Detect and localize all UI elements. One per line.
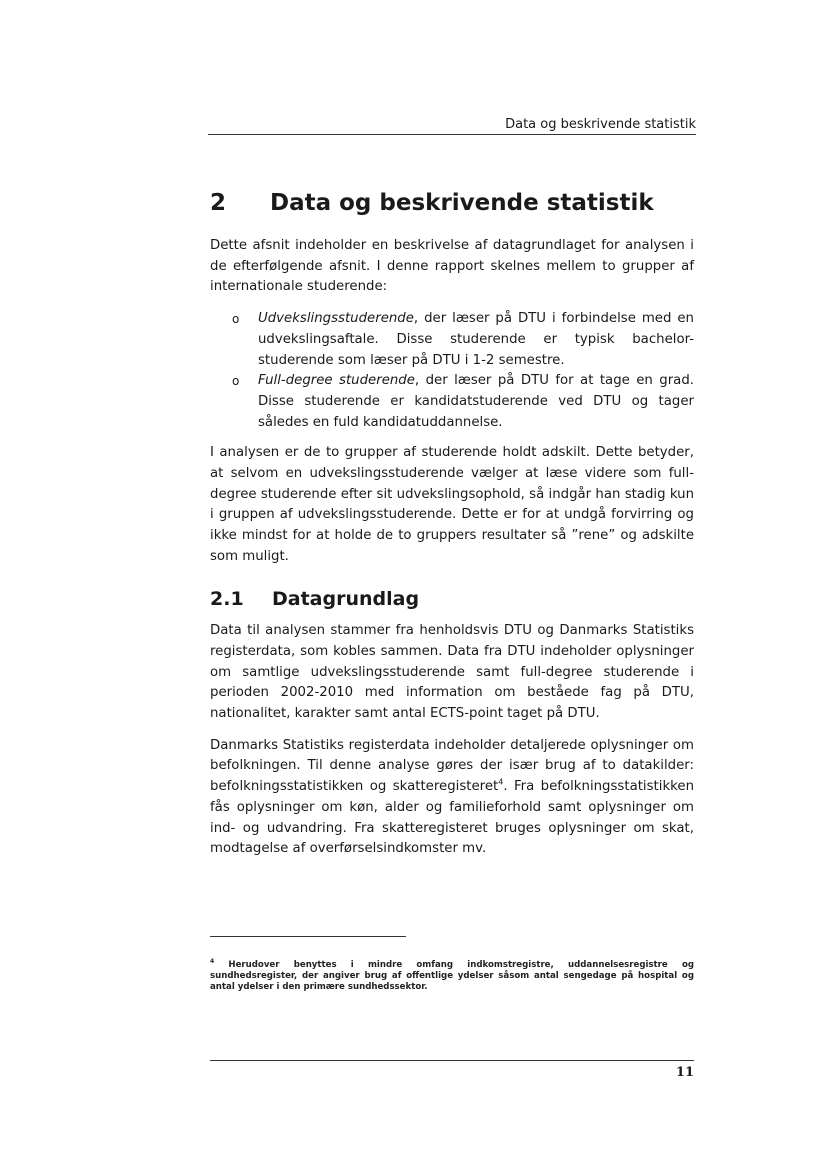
list-item-text: , der læser på DTU i forbindelse med en udvekslingsaftale. Disse studerende er typisk bachelor-studerende som læser på DTU i 1-2 semestre. — [258, 311, 694, 368]
section-title-text: Datagrundlag — [272, 587, 420, 610]
list-item-term: Udvekslingsstuderende — [258, 311, 414, 327]
registry-text-start: Danmarks Statistiks registerdata indeholder detaljerede oplysninger om befolkningen. Til denne analyse gøres der især brug af to datakilder: befolkningsstatistikken og skatteregisteret — [210, 737, 694, 795]
footnote-marker: 4 — [210, 958, 215, 966]
section-title — [210, 589, 694, 610]
list-item — [232, 371, 694, 433]
student-group-list — [210, 309, 694, 433]
footnote-reference[interactable]: 4 — [498, 777, 504, 787]
running-header-title: Data og beskrivende statistik — [505, 117, 696, 132]
registry-paragraph — [210, 736, 694, 860]
chapter-title — [210, 190, 696, 216]
list-item — [232, 309, 694, 371]
page-number: 11 — [675, 1065, 694, 1080]
running-header — [208, 117, 696, 135]
footer-divider — [210, 1060, 694, 1061]
chapter-title-text: Data og beskrivende statistik — [270, 190, 654, 216]
section-number: 2.1 — [210, 587, 244, 610]
footnote-text: Herudover benyttes i mindre omfang indkomstregistre, uddannelsesregistre og sundhedsregister, der angiver brug af offentlige ydelser såsom antal sengedage på hospital og antal ydelser i den primære sundhedssektor. — [210, 960, 694, 992]
intro-paragraph: Dette afsnit indeholder en beskrivelse af datagrundlaget for analysen i de efterfølgende afsnit. I denne rapport skelnes mellem to grupper af internationale studerende: — [210, 238, 694, 295]
data-source-paragraph: Data til analysen stammer fra henholdsvis DTU og Danmarks Statistiks registerdata, som kobles sammen. Data fra DTU indeholder oplysninger om samtlige udvekslingsstuderende samt full-degree studerende i perioden 2002-2010 med information om beståede fag på DTU, nationalitet, karakter samt antal ECTS-point taget på DTU. — [210, 623, 694, 722]
list-item-text: , der læser på DTU for at tage en grad. Disse studerende er kandidatstuderende ved DTU og tager således en fuld kandidatuddannelse. — [258, 373, 694, 430]
bullet-circle-icon: o — [232, 374, 240, 389]
groups-paragraph: I analysen er de to grupper af studerende holdt adskilt. Dette betyder, at selvom en udvekslingsstuderende vælger at læse videre som full-degree studerende efter sit udvekslingsophold, så indgår han stadig kun i gruppen af udvekslingsstuderende. Dette er for at undgå forvirring og ikke mindst for at holde de to gruppers resultater så ”rene” og adskilte som muligt. — [210, 445, 694, 564]
page-body — [210, 236, 694, 871]
footnote-divider — [210, 936, 406, 937]
registry-text-end: . Fra befolkningsstatistikken fås oplysninger om køn, alder og familieforhold samt oplysninger om ind- og udvandring. Fra skatteregisteret bruges oplysninger om skat, modtagelse af overførselsindkomster mv. — [210, 779, 694, 857]
list-item-term: Full-degree studerende — [258, 373, 415, 389]
chapter-number: 2 — [210, 190, 227, 216]
bullet-circle-icon: o — [232, 312, 240, 327]
footnote — [210, 960, 694, 993]
